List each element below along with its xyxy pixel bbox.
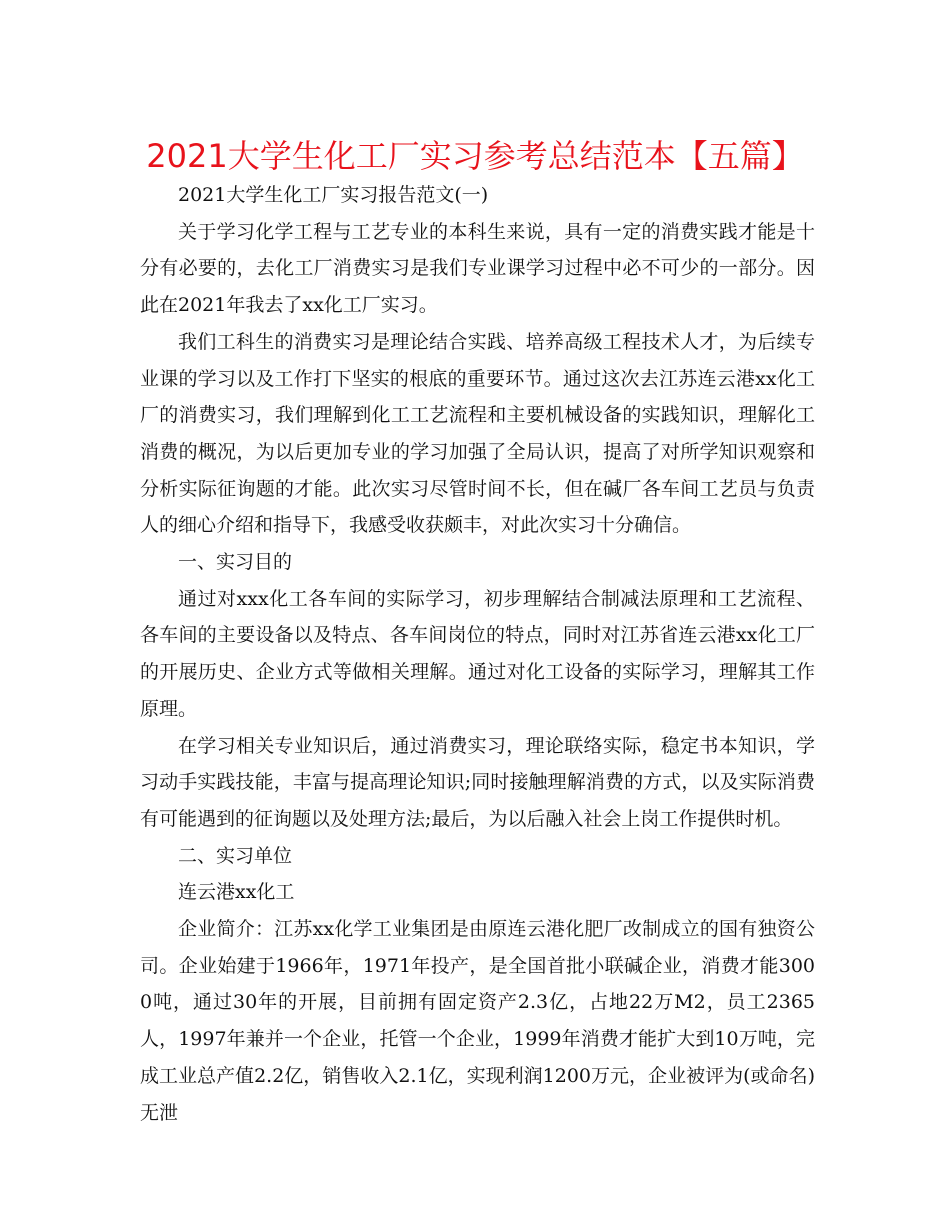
section-heading-goal: 一、实习目的 [178, 551, 293, 574]
goal-paragraph-1: 通过对xxx化工各车间的实际学习，初步理解结合制减法原理和工艺流程、各车间的主要设备以及特点、各车间岗位的特点，同时对江苏省连云港xx化工厂的开展历史、企业方式等做相关理解。通过对化工设备的实际学习，理解其工作原理。 [140, 587, 815, 720]
subtitle-paragraph: 2021大学生化工厂实习报告范文(一) [178, 184, 489, 206]
document-body [140, 177, 815, 1131]
company-intro-paragraph: 企业简介：江苏xx化学工业集团是由原连云港化肥厂改制成立的国有独资公司。企业始建于1966年，1971年投产，是全国首批小联碱企业，消费才能3000吨，通过30年的开展，目前拥有固定资产2.3亿，占地22万M2，员工2365人，1997年兼并一个企业，托管一个企业，1999年消费才能扩大到10万吨，完成工业总产值2.2亿，销售收入2.1亿，实现利润1200万元，企业被评为(或命名)无泄 [140, 918, 815, 1124]
unit-name: 连云港xx化工 [178, 881, 295, 904]
document-title: 2021大学生化工厂实习参考总结范本【五篇】 [146, 137, 804, 175]
goal-paragraph-2: 在学习相关专业知识后，通过消费实习，理论联络实际，稳定书本知识，学习动手实践技能，丰富与提高理论知识;同时接触理解消费的方式，以及实际消费有可能遇到的征询题以及处理方法;最后，为以后融入社会上岗工作提供时机。 [140, 734, 815, 830]
purpose-paragraph: 我们工科生的消费实习是理论结合实践、培养高级工程技术人才，为后续专业课的学习以及工作打下坚实的根底的重要环节。通过这次去江苏连云港xx化工厂的消费实习，我们理解到化工工艺流程和主要机械设备的实践知识，理解化工消费的概况，为以后更加专业的学习加强了全局认识，提高了对所学知识观察和分析实际征询题的才能。此次实习尽管时间不长，但在碱厂各车间工艺员与负责人的细心介绍和指导下，我感受收获颇丰，对此次实习十分确信。 [140, 330, 815, 537]
intro-paragraph: 关于学习化学工程与工艺专业的本科生来说，具有一定的消费实践才能是十分有必要的，去化工厂消费实习是我们专业课学习过程中必不可少的一部分。因此在2021年我去了xx化工厂实习。 [140, 220, 815, 317]
section-heading-unit: 二、实习单位 [178, 844, 293, 867]
